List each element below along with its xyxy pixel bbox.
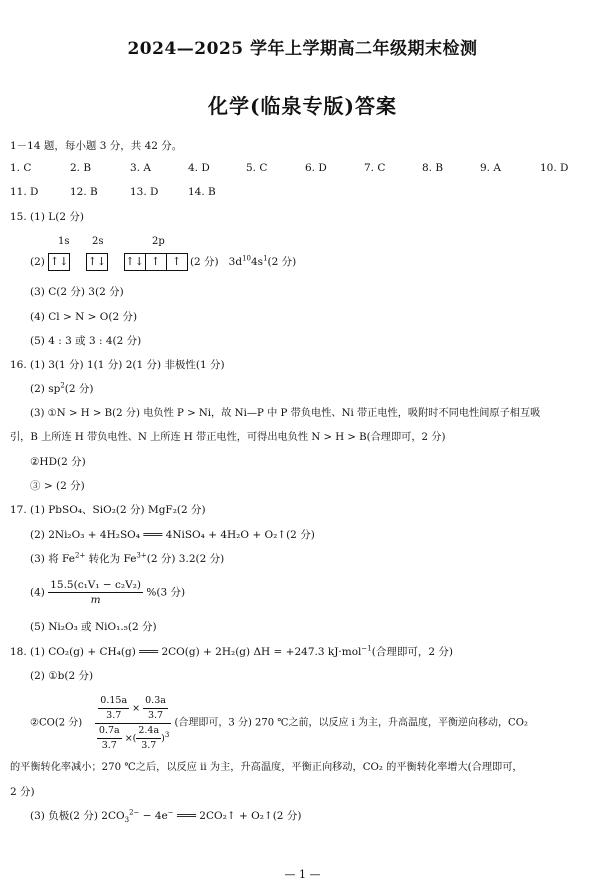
mc-intro: 1－14 题，每小题 3 分，共 42 分。 [10, 140, 183, 152]
q16-part3-line1: (3) ①N > H > B(2 分) 电负性 P > Ni，故 Ni—P 中 P 带负电性、Ni 带正电性，吸附时不同电性间原子相互吸 [30, 408, 541, 419]
q18-part3 [30, 809, 301, 823]
q16-part2 [30, 382, 94, 396]
mc-answer: 9. A [480, 162, 501, 174]
q18-big-fraction [95, 694, 171, 753]
page-number: — 1 — [284, 868, 321, 881]
q18-part2b-tail: (合理即可，3 分) 270 ℃之前，以反应 ⅰ 为主，升高温度，平衡逆向移动，CO₂ [174, 717, 528, 729]
q16-part3-3: ③ > (2 分) [30, 480, 85, 492]
q18-part3-text: (3) 负极(2 分) 2CO [30, 810, 125, 822]
mc-answer: 2. B [70, 162, 92, 174]
q16-part3-line2: 引，B 上所连 H 带负电性、N 上所连 H 带正电性，可得出电负性 N > H > B(合理即可，2 分) [10, 432, 446, 443]
fraction [98, 694, 129, 723]
fraction-numerator: 2.4a [136, 724, 161, 739]
orbital-box-2p: ↑↓ [124, 253, 146, 271]
q18-part3-sup: − [167, 808, 174, 817]
fraction [143, 694, 168, 723]
q18-part3-text: − 4e [139, 810, 168, 822]
fraction-denominator: 3.7 [147, 710, 164, 721]
q18-part1-tail: (合理即可，2 分) [371, 646, 453, 658]
q15-part4: (4) Cl > N > O(2 分) [30, 311, 138, 323]
fraction-denominator: $\frac{0.7a}{3.7}$ ×( $\frac{2.4a}{3.7}$ )$^3$ [98, 725, 170, 751]
fraction-denominator: 3.7 [141, 740, 157, 751]
q17-fraction [48, 578, 143, 607]
q15-part3: (3) C(2 分) 3(2 分) [30, 286, 124, 298]
fraction-numerator: 0.3a [143, 694, 168, 709]
q15-part2 [30, 253, 296, 271]
q18-part1-sup: −1 [361, 644, 372, 653]
q18-part3-text: ═══ 2CO₂↑ + O₂↑(2 分) [173, 810, 302, 822]
q15-config: 3d [228, 256, 243, 268]
q16-part1: 16. (1) 3(1 分) 1(1 分) 2(1 分) 非极性(1 分) [10, 359, 225, 371]
q18-part1-text: 18. (1) CO₂(g) + CH₄(g) ═══ 2CO(g) + 2H₂(g) ΔH = +247.3 kJ·mol [10, 646, 362, 658]
q15-part5: (5) 4 : 3 或 3 : 4(2 分) [30, 335, 142, 347]
mc-answer: 6. D [305, 162, 327, 174]
q17-part5: (5) Ni₂O₃ 或 NiO₁.₅(2 分) [30, 621, 157, 633]
q18-part1 [10, 645, 453, 659]
mc-answer: 8. B [422, 162, 444, 174]
orbital-label: 2s [92, 236, 104, 247]
q16-part2-score: (2 分) [64, 383, 94, 395]
fraction-numerator: 0.15a [98, 694, 129, 709]
q18-part2b-prefix: ②CO(2 分) [30, 717, 83, 729]
q18-part2c: 的平衡转化率减小；270 ℃之后，以反应 ⅱ 为主，升高温度，平衡正向移动，CO₂ 的平衡转化率增大(合理即可， [10, 762, 523, 773]
fraction-numerator: 0.7a [97, 724, 122, 739]
q16-part3-2: ②HD(2 分) [30, 456, 86, 468]
q17-part3-text: (3) 将 Fe [30, 553, 75, 565]
orbital-box-2s: ↑↓ [86, 253, 108, 271]
mc-answer: 11. D [10, 186, 39, 198]
orbital-label: 1s [58, 236, 70, 247]
q17-part4-prefix: (4) [30, 586, 45, 599]
fraction-numerator: $\frac{0.15a}{3.7}$ × $\frac{0.3a}{3.7}$ [95, 694, 171, 724]
mc-answer: 12. B [70, 186, 98, 198]
fraction-exponent: 3 [164, 730, 170, 739]
q15-config-sup: 10 [242, 254, 251, 263]
mc-answer: 13. D [130, 186, 159, 198]
q17-part4 [30, 578, 185, 607]
q18-part2b [30, 694, 528, 753]
q15-config-mid: 4s [251, 256, 264, 268]
q15-part2-score: (2 分) [189, 256, 219, 268]
page-title: 2024—2025 学年上学期高二年级期末检测 [127, 39, 478, 59]
q15-part2-prefix: (2) [30, 256, 45, 268]
mc-answer: 14. B [188, 186, 216, 198]
orbital-box-1s: ↑↓ [48, 253, 70, 271]
fraction-denominator: 3.7 [106, 710, 122, 721]
q18-part3-sup: 2− [129, 808, 140, 817]
q15-config-sup: 1 [263, 254, 268, 263]
q16-part2-sup: 2 [60, 381, 65, 390]
fraction-denominator: 3.7 [101, 740, 117, 751]
mc-answer: 5. C [246, 162, 268, 174]
q16-part2-text: (2) sp [30, 383, 61, 395]
q17-part2: (2) 2Ni₂O₃ + 4H₂SO₄ ═══ 4NiSO₄ + 4H₂O + O₂↑(2 分) [30, 529, 315, 541]
mc-answer: 1. C [10, 162, 32, 174]
q15-part1: 15. (1) L(2 分) [10, 211, 84, 223]
q17-part3-sup: 3+ [136, 551, 147, 560]
fraction [136, 724, 161, 753]
orbital-label: 2p [152, 236, 165, 247]
page-subtitle: 化学(临泉专版)答案 [208, 94, 397, 118]
mc-answer: 3. A [130, 162, 151, 174]
q18-part2: (2) ①b(2 分) [30, 670, 94, 682]
fraction-numerator: 15.5(c₁V₁ − c₂V₂) [50, 579, 142, 591]
q17-part1: 17. (1) PbSO₄、SiO₂(2 分) MgF₂(2 分) [10, 504, 206, 516]
q17-part3-sup: 2+ [74, 551, 86, 560]
q15-config-tail: (2 分) [267, 256, 297, 268]
mc-answer: 4. D [188, 162, 210, 174]
fraction-denominator: m [90, 594, 101, 606]
q18-part2d: 2 分) [10, 786, 35, 798]
fraction [97, 724, 122, 753]
mc-answer: 10. D [540, 162, 569, 174]
q18-part3-sub: 3 [124, 816, 130, 825]
q17-part4-tail: %(3 分) [146, 586, 186, 599]
mc-answer: 7. C [364, 162, 386, 174]
q17-part3-text: (2 分) 3.2(2 分) [146, 553, 225, 565]
q17-part3-text: 转化为 Fe [85, 553, 137, 565]
orbital-box-2p: ↑ [166, 253, 188, 271]
q17-part3 [30, 552, 224, 566]
orbital-box-2p: ↑ [145, 253, 167, 271]
